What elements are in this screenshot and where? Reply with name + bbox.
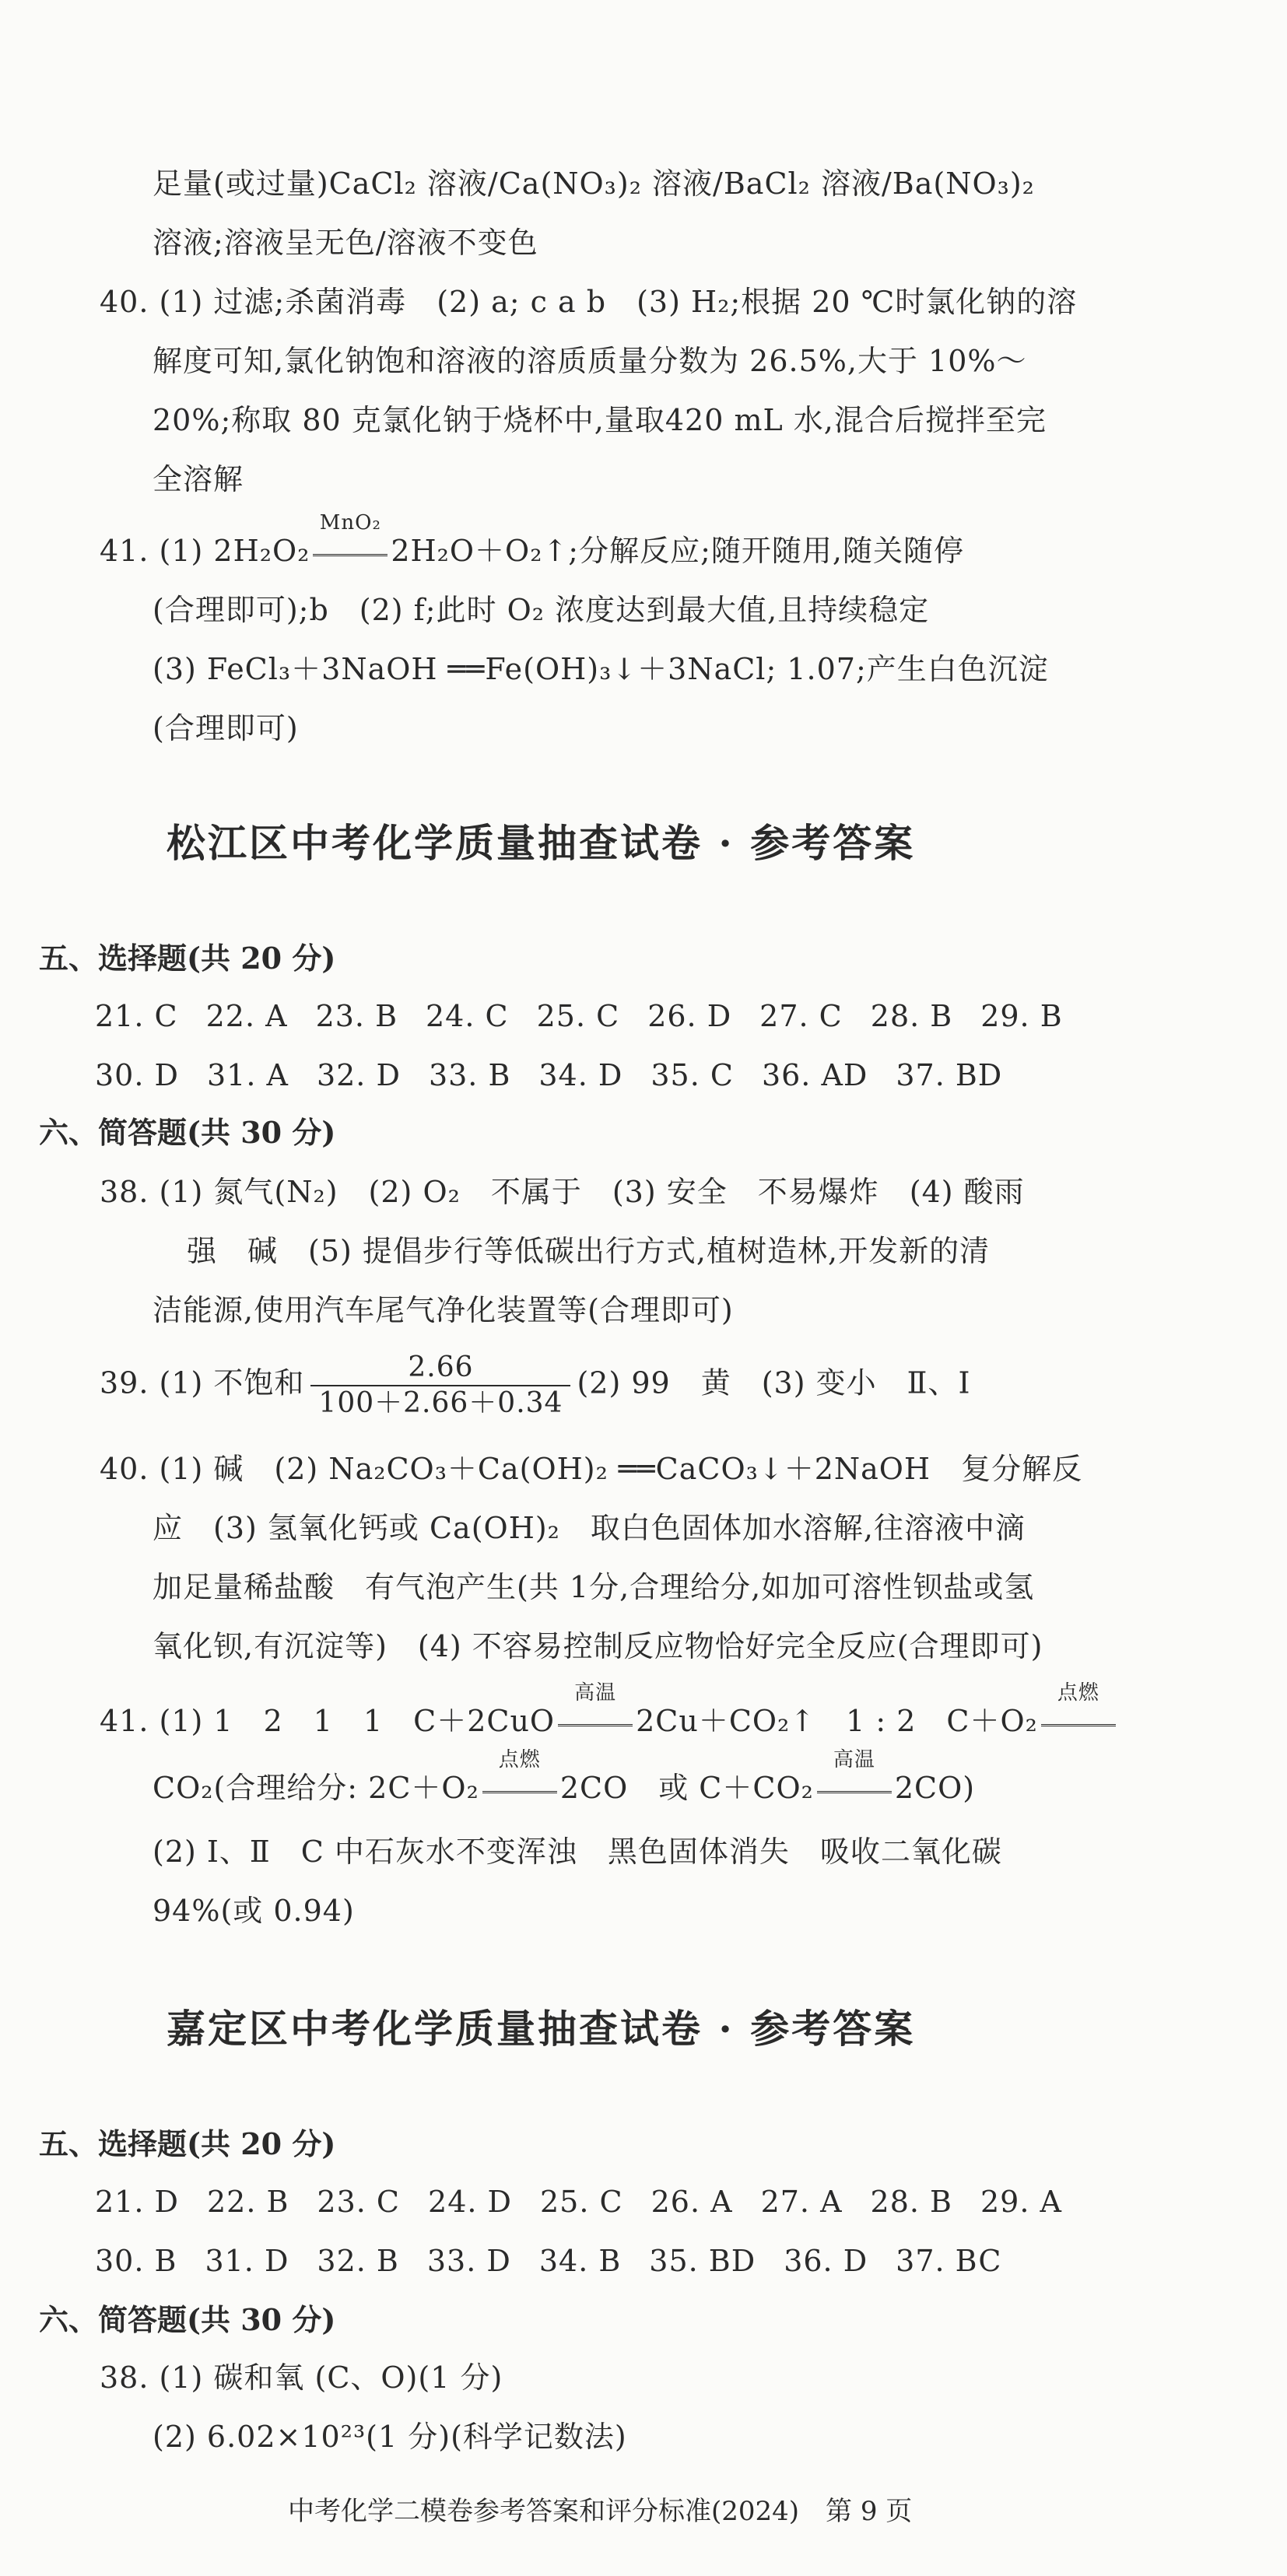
double-equals-icon: [482, 1791, 557, 1798]
double-equals-icon: [313, 554, 388, 561]
choice-answer: 29. B: [980, 999, 1063, 1033]
answer-row: [95, 2242, 1029, 2280]
q39-post: (2) 99 黄 (3) 变小 Ⅱ、Ⅰ: [577, 1365, 971, 1400]
answer-row: [95, 2183, 1090, 2220]
choice-answer: 30. B: [95, 2244, 177, 2278]
reaction-condition: [310, 511, 391, 570]
fraction: [310, 1351, 570, 1421]
section-heading-choice: 五、选择题(共 20 分): [39, 941, 336, 976]
choice-answer: 21. D: [95, 2185, 179, 2219]
choice-answer: 37. BD: [896, 1058, 1003, 1092]
choice-answer: 35. BD: [649, 2244, 756, 2278]
section-heading-choice: 五、选择题(共 20 分): [39, 2126, 336, 2161]
choice-answer: 35. C: [651, 1058, 734, 1092]
q41-line-post: 2H₂O＋O₂↑;分解反应;随开随用,随关随停: [391, 534, 964, 568]
answer-line: 足量(或过量)CaCl₂ 溶液/Ca(NO₃)₂ 溶液/BaCl₂ 溶液/Ba(NO₃)₂: [153, 166, 1035, 201]
choice-answer: 26. D: [647, 999, 732, 1033]
q41-line: (合理即可): [153, 711, 299, 745]
q41-part: CO₂(合理给分: 2C＋O₂: [153, 1771, 479, 1805]
q39-line: [100, 1351, 970, 1421]
choice-answer: 23. B: [315, 999, 398, 1033]
choice-answer: 28. B: [870, 999, 953, 1033]
answer-row: [95, 997, 1091, 1035]
q38-line: (2) 6.02×10²³(1 分)(科学记数法): [153, 2420, 627, 2454]
fraction-denominator: 100＋2.66＋0.34: [318, 1387, 563, 1419]
answer-line: 溶液;溶液呈无色/溶液不变色: [153, 226, 538, 260]
choice-answer: 36. AD: [761, 1058, 868, 1092]
page-footer: 中考化学二模卷参考答案和评分标准(2024) 第 9 页: [288, 2496, 913, 2527]
q40-line: 加足量稀盐酸 有气泡产生(共 1分,合理给分,如加可溶性钡盐或氢: [153, 1570, 1035, 1604]
choice-answer: 22. A: [205, 999, 288, 1033]
choice-answer: 37. BC: [896, 2244, 1002, 2278]
reaction-condition: [555, 1681, 636, 1740]
reaction-condition: [1038, 1681, 1119, 1740]
section-title-jiading: 嘉定区中考化学质量抽查试卷 · 参考答案: [167, 2006, 916, 2052]
q40-line: 全溶解: [153, 462, 244, 496]
choice-answer: 33. B: [428, 1058, 511, 1092]
q40-line: 解度可知,氯化钠饱和溶液的溶质质量分数为 26.5%,大于 10%～: [153, 344, 1027, 378]
condition-text: 点燃: [498, 1748, 541, 1772]
reaction-condition: [814, 1748, 895, 1807]
choice-answer: 31. A: [206, 1058, 289, 1092]
double-equals-icon: [817, 1791, 892, 1798]
q39-pre: 39. (1) 不饱和: [100, 1365, 305, 1400]
choice-answer: 29. A: [980, 2185, 1062, 2219]
condition-text: 点燃: [1057, 1681, 1099, 1705]
choice-answer: 24. C: [426, 999, 509, 1033]
q40-line: 40. (1) 过滤;杀菌消毒 (2) a; c a b (3) H₂;根据 20 ℃时氯化钠的溶: [100, 285, 1078, 319]
choice-answer: 31. D: [205, 2244, 289, 2278]
q41-line: [153, 1748, 976, 1807]
choice-answer: 23. C: [317, 2185, 401, 2219]
condition-text: MnO₂: [319, 511, 381, 534]
condition-text: 高温: [833, 1748, 875, 1772]
q41-line: 94%(或 0.94): [153, 1894, 355, 1928]
q41-line: (3) FeCl₃＋3NaOH ══Fe(OH)₃↓＋3NaCl; 1.07;产生白色沉淀: [153, 652, 1049, 686]
reaction-condition: [479, 1748, 560, 1807]
q38-line: 38. (1) 碳和氧 (C、O)(1 分): [100, 2360, 503, 2395]
q41-line: (合理即可);b (2) f;此时 O₂ 浓度达到最大值,且持续稳定: [153, 593, 930, 627]
choice-answer: 21. C: [95, 999, 178, 1033]
q38-line: 洁能源,使用汽车尾气净化装置等(合理即可): [153, 1293, 734, 1327]
choice-answer: 32. B: [317, 2244, 399, 2278]
choice-answer: 30. D: [95, 1058, 179, 1092]
section-title-songjiang: 松江区中考化学质量抽查试卷 · 参考答案: [167, 820, 916, 866]
q41-part: 2Cu＋CO₂↑ 1 : 2 C＋O₂: [636, 1704, 1038, 1738]
section-heading-short-answer: 六、简答题(共 30 分): [39, 1115, 336, 1150]
answer-row: [95, 1057, 1030, 1094]
choice-answer: 28. B: [870, 2185, 952, 2219]
choice-answer: 33. D: [426, 2244, 511, 2278]
section-heading-short-answer: 六、简答题(共 30 分): [39, 2302, 336, 2337]
q41-part: 2CO): [894, 1771, 976, 1805]
q40-line: 20%;称取 80 克氯化钠于烧杯中,量取420 mL 水,混合后搅拌至完: [153, 403, 1047, 437]
q41-line: [100, 1681, 1119, 1740]
choice-answer: 26. A: [651, 2185, 733, 2219]
q41-line: (2) Ⅰ、Ⅱ C 中石灰水不变浑浊 黑色固体消失 吸收二氧化碳: [153, 1835, 1002, 1869]
q40-line: 应 (3) 氢氧化钙或 Ca(OH)₂ 取白色固体加水溶解,往溶液中滴: [153, 1511, 1026, 1545]
q40-line: 氧化钡,有沉淀等) (4) 不容易控制反应物恰好完全反应(合理即可): [153, 1629, 1043, 1663]
choice-answer: 24. D: [428, 2185, 512, 2219]
double-equals-icon: [1041, 1724, 1116, 1731]
choice-answer: 32. D: [316, 1058, 401, 1092]
q41-line-pre: 41. (1) 2H₂O₂: [100, 534, 310, 568]
choice-answer: 34. B: [538, 2244, 622, 2278]
choice-answer: 25. C: [540, 2185, 623, 2219]
choice-answer: 34. D: [538, 1058, 623, 1092]
choice-answer: 22. B: [206, 2185, 289, 2219]
choice-answer: 36. D: [784, 2244, 868, 2278]
q40-line: 40. (1) 碱 (2) Na₂CO₃＋Ca(OH)₂ ══CaCO₃↓＋2NaOH 复分解反: [100, 1452, 1083, 1486]
fraction-numerator: 2.66: [408, 1351, 474, 1383]
choice-answer: 27. C: [759, 999, 843, 1033]
q38-line: 38. (1) 氮气(N₂) (2) O₂ 不属于 (3) 安全 不易爆炸 (4) 酸雨: [100, 1175, 1025, 1209]
choice-answer: 27. A: [760, 2185, 843, 2219]
choice-answer: 25. C: [536, 999, 620, 1033]
double-equals-icon: [558, 1724, 633, 1731]
q41-line: [100, 511, 964, 570]
q41-part: 2CO 或 C＋CO₂: [559, 1771, 814, 1805]
condition-text: 高温: [574, 1681, 617, 1705]
q38-line: 强 碱 (5) 提倡步行等低碳出行方式,植树造林,开发新的清: [187, 1234, 991, 1268]
q41-part: 41. (1) 1 2 1 1 C＋2CuO: [100, 1704, 556, 1738]
